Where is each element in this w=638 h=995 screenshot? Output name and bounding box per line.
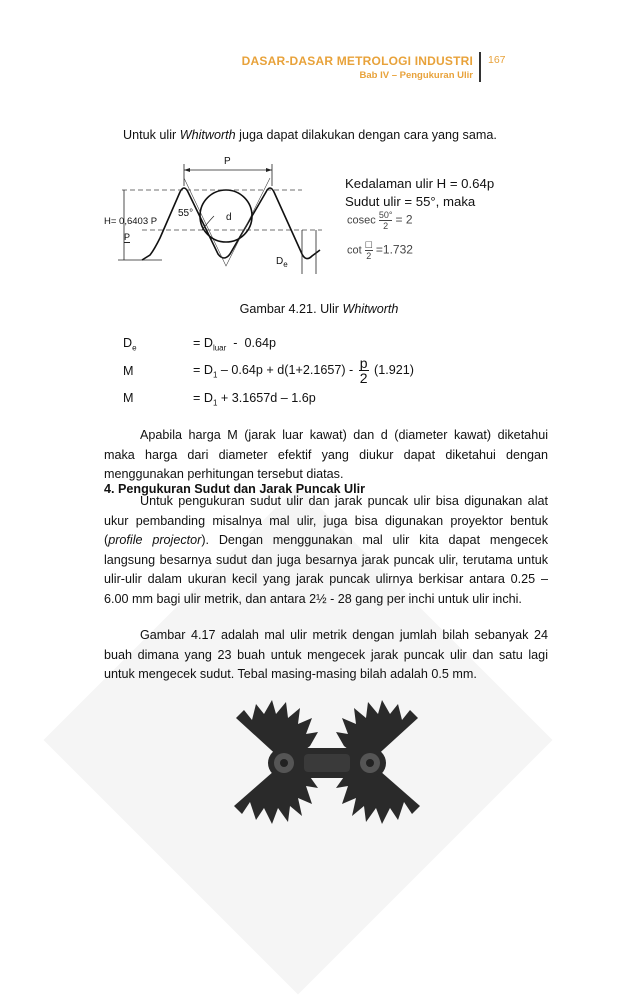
whitworth-thread-diagram — [102, 150, 342, 280]
label-de-text: D — [276, 256, 284, 267]
label-height: H= 0,6403 P — [104, 216, 158, 227]
eq2-rhs-a: = D — [193, 362, 213, 377]
eq1-lhs-sub: e — [132, 343, 137, 353]
eq1-lhs — [123, 336, 137, 353]
paragraph-2-b: ). Dengan menggunakan mal ulir kita dapat mengecek langsung besarnya sudut dan juga besarnya jarak puncak ulir, terutama untuk ulir-ulir dalam ukuran kecil yang jarak puncak ulirnya berkisar antara 0.25 – 6.00 mm bagi ulir metrik, dan antara 2½ - 28 gang per inchi untuk ulir inchi. — [104, 533, 548, 606]
cot-fraction — [365, 240, 373, 261]
intro-text-a: Untuk ulir — [123, 128, 180, 142]
cosec-value: = 2 — [395, 212, 413, 227]
note-depth: Kedalaman ulir H = 0.64p — [345, 176, 495, 191]
equation-m1 — [123, 356, 543, 386]
eq3-rhs-sub: 1 — [212, 398, 218, 408]
note-angle: Sudut ulir = 55°, maka — [345, 194, 476, 209]
thread-gauge-illustration — [222, 698, 432, 828]
cot-label: cot — [347, 244, 362, 257]
cosec-num: 50° — [378, 210, 393, 220]
cot-num: ☐ — [364, 240, 373, 250]
cosec-fraction — [379, 210, 393, 231]
page-number: 167 — [488, 54, 506, 66]
eq2-rhs-b: – 0.64p + d(1+2.1657) - — [217, 362, 357, 377]
eq2-rhs-sub: 1 — [212, 370, 218, 380]
label-pitch: P — [224, 156, 231, 167]
section-heading: 4. Pengukuran Sudut dan Jarak Puncak Ulir — [104, 482, 366, 496]
eq2-fraction — [359, 356, 369, 385]
eq1-rhs — [193, 336, 276, 353]
eq2-frac-den: 2 — [359, 370, 368, 386]
cosec-formula — [347, 210, 413, 231]
caption-italic: Whitworth — [342, 302, 399, 316]
equation-m2 — [123, 391, 543, 411]
label-de-sub: e — [283, 260, 288, 269]
intro-line — [123, 126, 563, 146]
paragraph-2 — [104, 492, 548, 610]
intro-italic: Whitworth — [179, 128, 236, 142]
header-title: DASAR-DASAR METROLOGI INDUSTRI — [241, 54, 473, 68]
intro-text-b: juga dapat dilakukan dengan cara yang sama. — [235, 128, 497, 142]
label-diameter: d — [226, 212, 232, 223]
figure-caption — [0, 302, 638, 316]
eq3-rhs-a: = D — [193, 391, 213, 405]
eq3-rhs — [193, 391, 316, 408]
cosec-label: cosec — [347, 214, 376, 227]
header-divider — [479, 52, 481, 82]
cot-value: =1.732 — [375, 242, 413, 257]
paragraph-2-text — [104, 492, 548, 610]
eq1-rhs-a: = D — [193, 336, 213, 350]
cot-den: 2 — [366, 251, 372, 261]
label-pitch-small: P — [124, 232, 131, 242]
equation-de — [123, 336, 543, 356]
eq1-rhs-sub: luar — [212, 343, 227, 353]
paragraph-2-a: Untuk pengukuran sudut ulir dan jarak puncak ulir bisa digunakan alat ukur pembanding misalnya mal ulir, juga bisa digunakan proyektor bentuk ( — [104, 494, 548, 548]
eq3-lhs: M — [123, 391, 134, 405]
eq2-rhs-c: (1.921) — [370, 362, 414, 377]
cosec-den: 2 — [383, 221, 389, 231]
paragraph-1 — [104, 426, 548, 485]
eq1-rhs-b: - 0.64p — [226, 336, 277, 350]
eq2-lhs: M — [123, 364, 134, 378]
label-de — [276, 256, 288, 269]
header-subtitle: Bab IV – Pengukuran Ulir — [359, 70, 473, 81]
paragraph-3 — [104, 626, 548, 685]
cot-formula — [347, 240, 413, 261]
eq2-frac-num: p — [359, 355, 368, 371]
eq1-lhs-text: D — [123, 336, 133, 350]
eq3-rhs-b: + 3.1657d – 1.6p — [217, 391, 316, 405]
paragraph-1-text: Apabila harga M (jarak luar kawat) dan d (diameter kawat) diketahui maka harga dari diameter efektif yang diukur dapat diketahui dengan menggunakan perhitungan tersebut diatas. — [104, 428, 548, 482]
caption-text: Gambar 4.21. Ulir — [239, 302, 343, 316]
label-angle: 55° — [178, 208, 194, 219]
paragraph-3-text: Gambar 4.17 adalah mal ulir metrik dengan jumlah bilah sebanyak 24 buah dimana yang 23 buah untuk mengecek jarak puncak ulir dan satu lagi untuk mengecek sudut. Tebal masing-masing bilah adalah 0.5 mm. — [104, 628, 548, 682]
eq2-rhs — [193, 356, 414, 385]
paragraph-2-italic: profile projector — [108, 533, 202, 548]
